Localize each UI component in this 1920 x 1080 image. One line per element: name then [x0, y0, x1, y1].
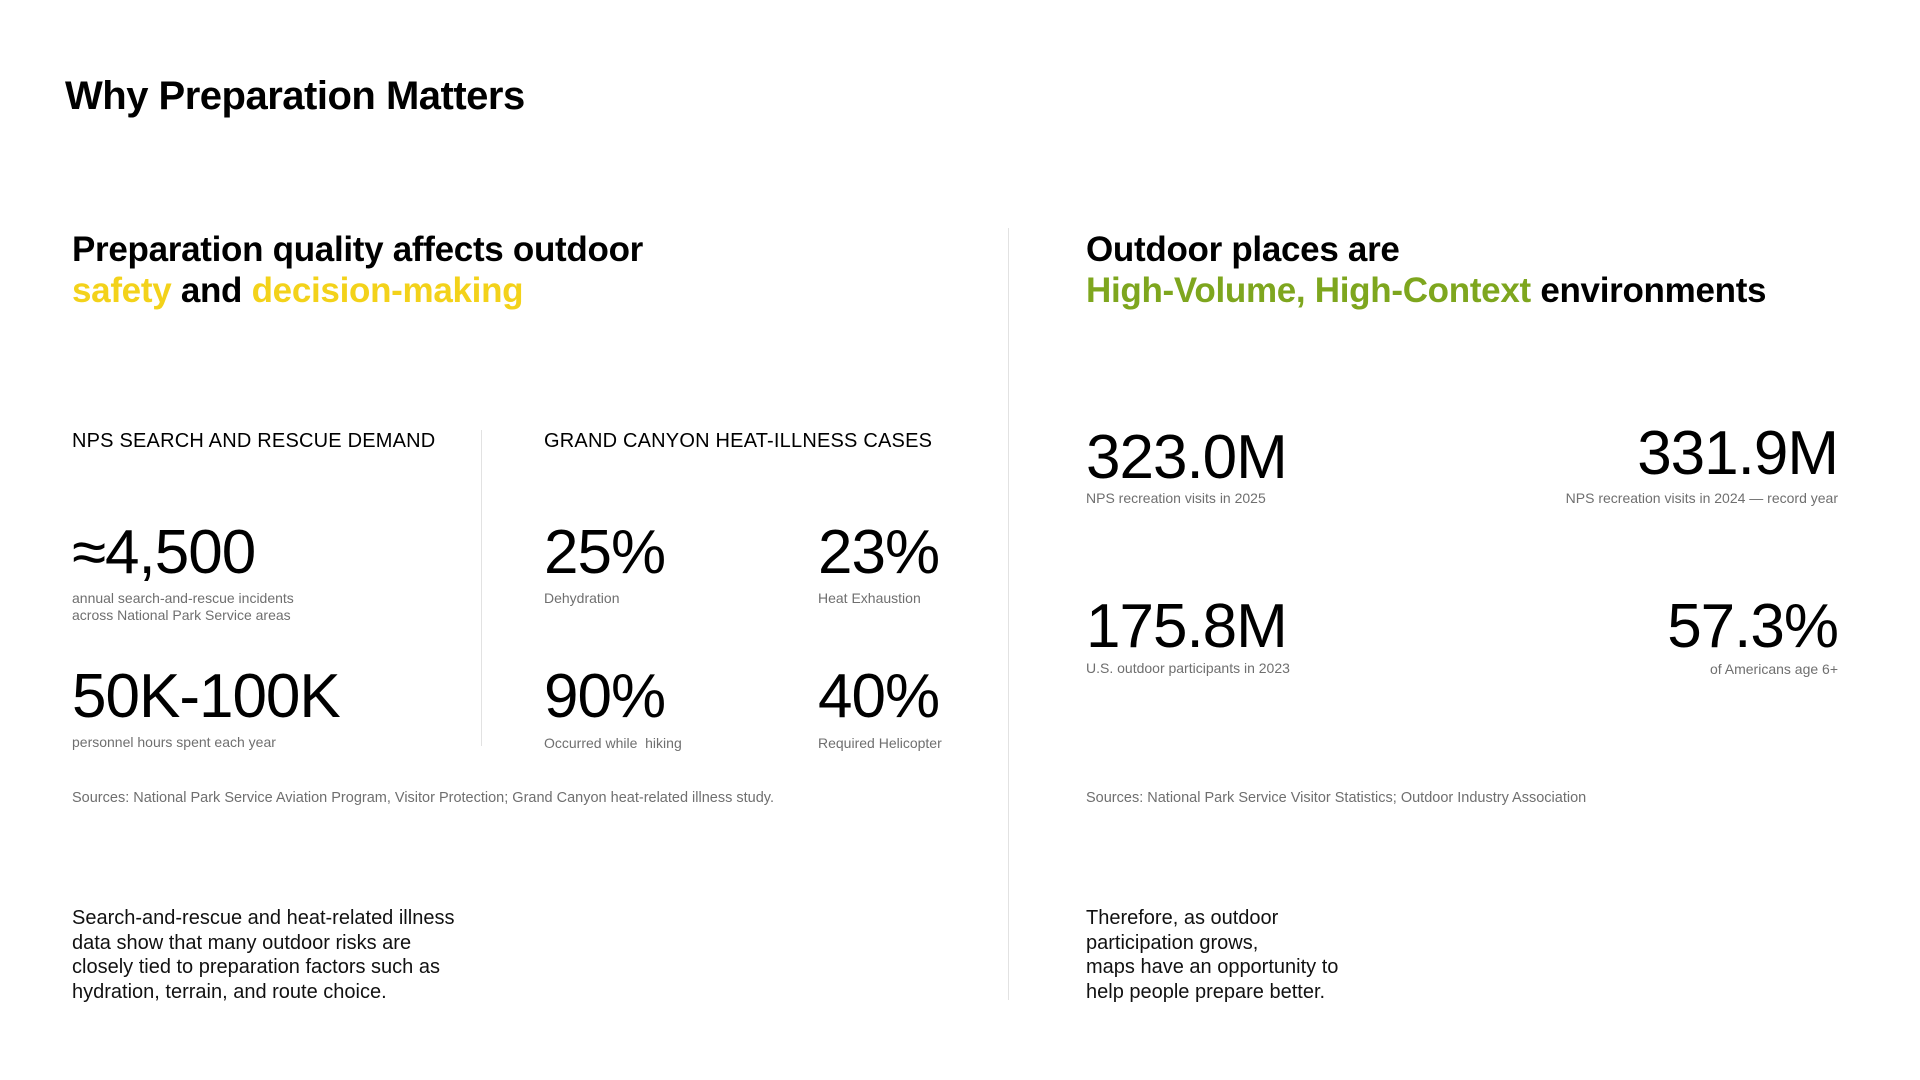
sar-incidents-caption-line: annual search-and-rescue incidents: [72, 590, 294, 606]
right-body-line: participation grows,: [1086, 931, 1259, 954]
heat-exhaustion-caption: Heat Exhaustion: [818, 590, 921, 606]
right-heading-suffix: environments: [1540, 271, 1767, 310]
right-heading-line1: Outdoor places are: [1086, 230, 1400, 269]
outdoor-participants-caption: U.S. outdoor participants in 2023: [1086, 660, 1290, 676]
heat-helicopter-value: 40%: [818, 662, 940, 731]
heat-hiking-value: 90%: [544, 662, 666, 731]
heat-dehydration-value: 25%: [544, 518, 666, 587]
left-heading-line1: Preparation quality affects outdoor: [72, 230, 643, 269]
sar-hours-caption: [72, 734, 276, 751]
left-heading-highlight-safety: safety: [72, 271, 172, 310]
heat-dehydration-caption: Dehydration: [544, 590, 620, 606]
nps-visits-2024-caption: NPS recreation visits in 2024 — record year: [1565, 490, 1838, 506]
left-heading: [72, 229, 643, 311]
americans-share-caption: of Americans age 6+: [1709, 661, 1838, 677]
sar-incidents-caption-line: across National Park Service areas: [72, 607, 291, 623]
center-divider: [1008, 228, 1009, 1000]
nps-visits-2025-value: 323.0M: [1086, 423, 1287, 492]
left-body-line: data show that many outdoor risks are: [72, 931, 412, 954]
left-body-text: [72, 906, 454, 1004]
right-body-text: [1086, 906, 1338, 1004]
outdoor-participants-value: 175.8M: [1086, 592, 1287, 661]
sar-incidents-caption: [72, 590, 294, 624]
right-body-line: maps have an opportunity to: [1086, 956, 1339, 978]
heat-exhaustion-value: 23%: [818, 518, 940, 587]
right-body-line: help people prepare better.: [1086, 980, 1326, 1003]
americans-share-value: 57.3%: [1667, 592, 1838, 661]
nps-visits-2024-value: 331.9M: [1637, 419, 1838, 488]
right-heading: [1086, 229, 1766, 311]
right-sources: Sources: National Park Service Visitor Statistics; Outdoor Industry Association: [1086, 790, 1587, 806]
sar-hours-caption-line: personnel hours spent each year: [72, 734, 276, 750]
right-heading-highlight: High-Volume, High-Context: [1086, 271, 1531, 310]
sar-incidents-value: ≈4,500: [72, 518, 256, 587]
left-body-line: hydration, terrain, and route choice.: [72, 980, 387, 1003]
right-body-line: Therefore, as outdoor: [1086, 907, 1279, 929]
heat-helicopter-caption: Required Helicopter: [818, 735, 942, 751]
left-sources: Sources: National Park Service Aviation Program, Visitor Protection; Grand Canyon heat-related illness study.: [72, 790, 774, 806]
sar-hours-value: 50K-100K: [72, 662, 340, 731]
left-heading-highlight-decision: decision-making: [251, 271, 524, 310]
nps-visits-2025-caption: NPS recreation visits in 2025: [1086, 490, 1266, 506]
left-body-line: closely tied to preparation factors such as: [72, 956, 440, 978]
left-heading-connector: and: [180, 271, 243, 310]
heat-hiking-caption: Occurred while hiking: [544, 735, 682, 751]
page-title: Why Preparation Matters: [65, 74, 525, 118]
sar-section-title: NPS SEARCH AND RESCUE DEMAND: [72, 430, 436, 452]
heat-section-title: GRAND CANYON HEAT-ILLNESS CASES: [544, 430, 933, 452]
left-inner-divider: [481, 430, 482, 746]
left-body-line: Search-and-rescue and heat-related illness: [72, 907, 455, 929]
